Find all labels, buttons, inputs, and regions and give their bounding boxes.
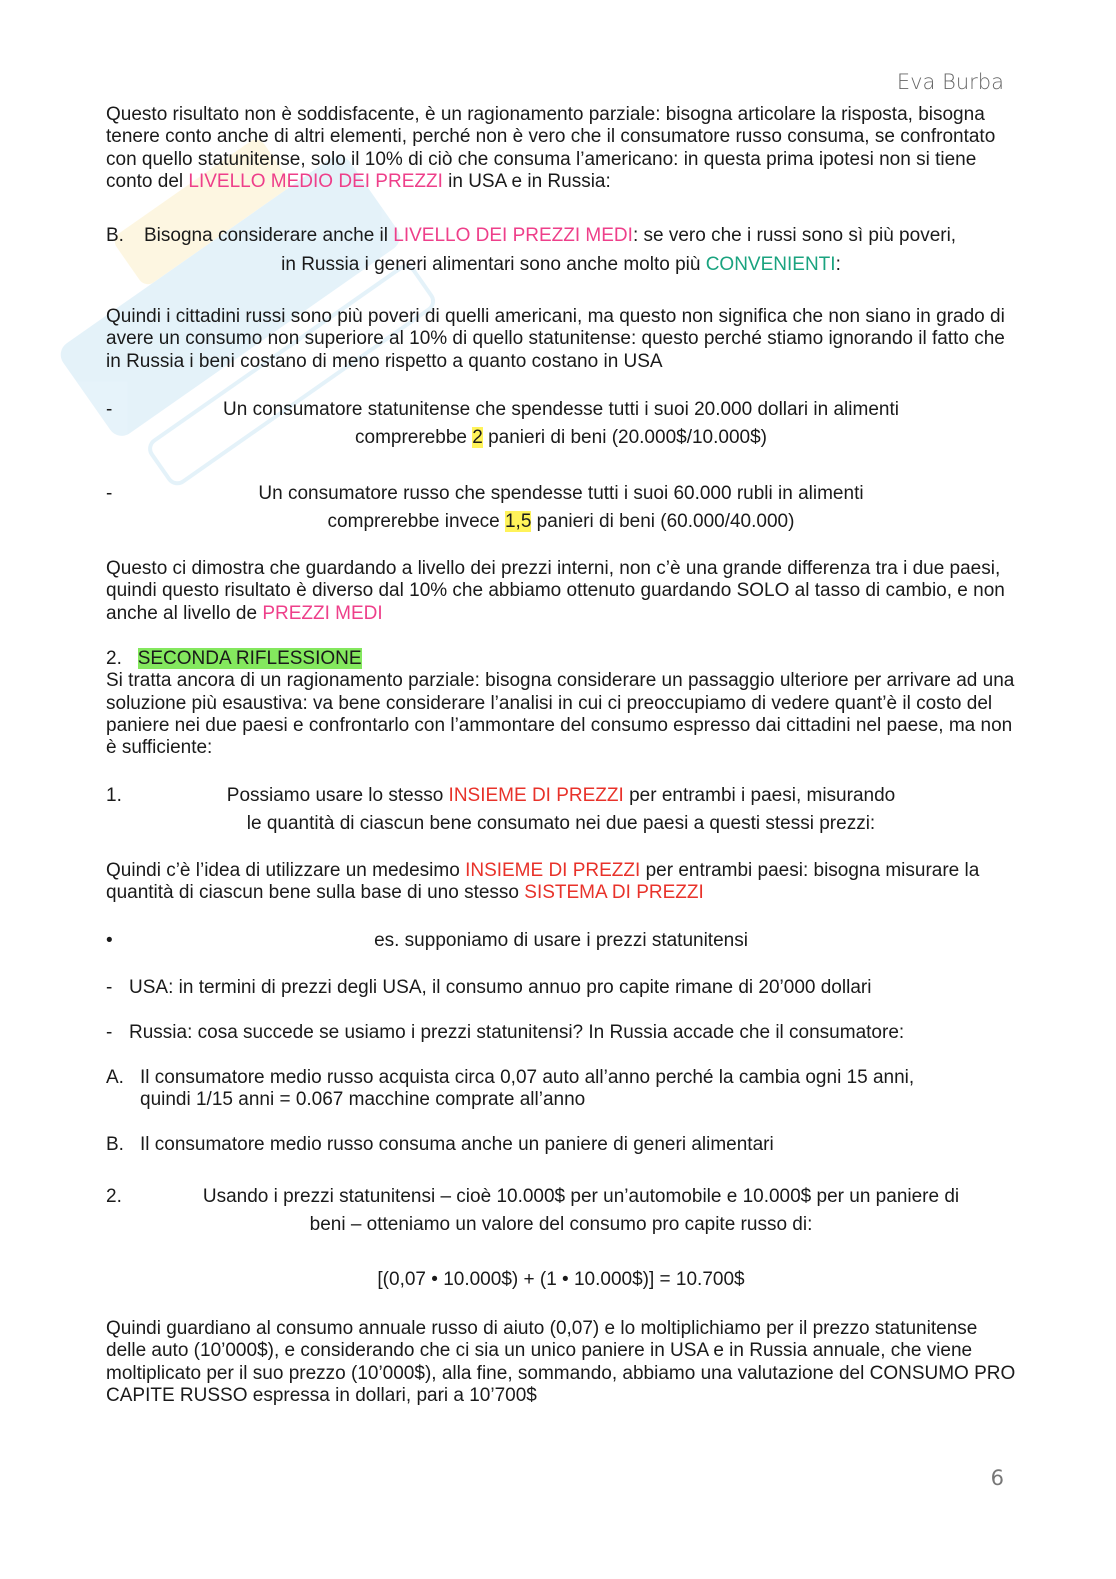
- paragraph-dimostra: Questo ci dimostra che guardando a livello dei prezzi interni, non c’è una grande differenza tra i due paesi, quindi questo risultato è diverso dal 10% che abbiamo ottenuto guardando SOLO al tasso di cambio, e non anche al livello de PREZZI MEDI: [106, 558, 1005, 624]
- paragraph-conclusione: Quindi guardiano al consumo annuale russo di aiuto (0,07) e lo moltiplichiamo per il prezzo statunitense delle auto (10’000$), e considerando che ci sia un unico paniere in USA e in Russia annuale, che viene moltiplicato per il suo prezzo (10’000$), alla fine, sommando, abbiamo una valutazione del CONSUMO PRO CAPITE RUSSO espressa in dollari, pari a 10’700$: [106, 1318, 1016, 1406]
- list-marker: B.: [106, 225, 124, 246]
- list-item-2-text: Usando i prezzi statunitensi – cioè 10.000$ per un’automobile e 10.000$ per un paniere di beni – otteniamo un valore del consumo pro capite russo di:: [202, 1186, 960, 1235]
- section-title: SECONDA RIFLESSIONE: [137, 648, 362, 669]
- paragraph-poveri: Quindi i cittadini russi sono più poveri di quelli americani, ma questo non significa che non siano in grado di avere un consumo non superiore al 10% di quello statunitense: questo perché stiamo ignorando il fatto che in Russia i beni costano di meno rispetto a quanto costano in USA: [106, 306, 1005, 372]
- document-page: Eva Burba Questo risultato non è soddisfacente, è un ragionamento parziale: bisogna articolare la risposta, bisogna tenere conto anche di altri elementi, perché non è vero che il consumatore russo consuma, se confrontato con quello statunitense, solo il 10% di ciò che consuma l’americano: in questa prima ipotesi non si tiene conto del LIVELLO MEDIO DEI PREZZI in USA e in Russia: B. Bisogna considerare anche il LIVELLO DEI PREZZI MEDI: se vero che i russi sono sì più poveri, in Russia i generi alimentari sono anche molto più CONVENIENTI: Quindi i cittadini russi sono più poveri di quelli americani, ma questo non significa che non siano in grado di avere un consumo non superiore al 10% di quello statunitense: questo perché stiamo ignorando il fatto che in Russia i beni costano di meno rispetto a quanto costano in USA - Un consumatore statunitense che spendesse tutti i suoi 20.000 dollari in alimenti comprerebbe 2 panieri di beni (20.000$/10.000$) - Un consumatore russo che spendesse tutti i suoi 60.000 rubli in alimenti comprerebbe invece 1,5 panieri di beni (60.000/40.000) Questo ci dimostra che guardando a livello dei prezzi interni, non c’è una grande differenza tra i due paesi, quindi questo risultato è diverso dal 10% che abbiamo ottenuto guardando SOLO al tasso di cambio, e non anche al livello de PREZZI MEDI 2. SECONDA RIFLESSIONE Si tratta ancora di un ragionamento parziale: bisogna considerare un passaggio ulteriore per arrivare ad una soluzione più esaustiva: va bene considerare l’analisi in cui ci preoccupiamo di vedere quant’è il costo del paniere nei due paesi e confrontarlo con l’ammontare del consumo espresso dai cittadini nel paese, ma non è sufficiente: 1. Possiamo usare lo stesso INSIEME DI PREZZI per entrambi i paesi, misurando le quantità di ciascun bene consumato nei due paesi a questi stessi prezzi: Quindi c’è l’idea di utilizzare un medesimo INSIEME DI PREZZI per entrambi paesi: bisogna misurare la quantità di ciascun bene sulla base di uno stesso SISTEMA DI PREZZI • es. supponiamo di usare i prezzi statunitensi - USA: in termini di prezzi degli USA, il consumo annuo pro capite rimane di 20’000 dollari - Russia: cosa succede se usiamo i prezzi statunitensi? In Russia accade che il consumatore: A. Il consumatore medio russo acquista circa 0,07 auto all’anno perché la cambia ogni 15 anni, quindi 1/15 anni = 0.067 macchine comprate all’anno B. Il consumatore medio russo consuma anche un paniere di generi alimentari 2. Usando i prezzi statunitensi – cioè 10.000$ per un’automobile e 10.000$ per un paniere di beni – otteniamo un valore del consumo pro capite russo di: [(0,07 • 10.000$) + (1 • 10.000$)] = 10.700$ Quindi guardiano al consumo annuale russo di aiuto (0,07) e lo moltiplichiamo per il prezzo statunitense delle auto (10’000$), e considerando che ci sia un unico paniere in USA e in Russia annuale, che viene moltiplicato per il suo prezzo (10’000$), alla fine, sommando, abbiamo una valutazione del CONSUMO PRO CAPITE RUSSO espressa in dollari, pari a 10’700$ 6: [0, 0, 1116, 1579]
- highlight-livello-prezzi: LIVELLO DEI PREZZI MEDI: [393, 225, 633, 246]
- section-number: 2.: [106, 648, 122, 669]
- dash-item-usa-text: Un consumatore statunitense che spendesse tutti i suoi 20.000 dollari in alimenti comprerebbe 2 panieri di beni (20.000$/10.000$): [223, 399, 899, 448]
- highlight-convenienti: CONVENIENTI: [705, 254, 836, 275]
- highlight-value-2: 2: [472, 427, 483, 448]
- highlight-value-1-5: 1,5: [504, 511, 532, 532]
- highlight-sistema-prezzi: SISTEMA DI PREZZI: [524, 882, 704, 904]
- list-item-1-text: Possiamo usare lo stesso INSIEME DI PREZZI per entrambi i paesi, misurando le quantità di ciascun bene consumato nei due paesi a questi stessi prezzi:: [226, 785, 896, 834]
- list-item-b-continuation: in Russia i generi alimentari sono anche molto più CONVENIENTI:: [281, 254, 841, 275]
- paragraph-intro: Questo risultato non è soddisfacente, è un ragionamento parziale: bisogna articolare la risposta, bisogna tenere conto anche di altri elementi, perché non è vero che il consumatore russo consuma, se confrontato con quello statunitense, solo il 10% di ciò che consuma l’americano: in questa prima ipotesi non si tiene conto del LIVELLO MEDIO DEI PREZZI in USA e in Russia:: [106, 104, 996, 192]
- page-number: 6: [990, 1466, 1004, 1490]
- highlight-prezzi-medi: PREZZI MEDI: [262, 602, 383, 624]
- highlight-livello-medio: LIVELLO MEDIO DEI PREZZI: [188, 170, 443, 192]
- header-author: Eva Burba: [896, 70, 1004, 94]
- formula: [(0,07 • 10.000$) + (1 • 10.000$)] = 10.700$: [377, 1269, 745, 1290]
- bullet-item-text: es. supponiamo di usare i prezzi statunitensi: [374, 930, 748, 951]
- paragraph-medesimo: Quindi c’è l’idea di utilizzare un medesimo INSIEME DI PREZZI per entrambi paesi: bisogna misurare la quantità di ciascun bene sulla base di uno stesso SISTEMA DI PREZZI: [106, 860, 980, 904]
- section-seconda-riflessione: [106, 648, 1016, 759]
- highlight-insieme-prezzi-2: INSIEME DI PREZZI: [465, 860, 641, 881]
- section-body: Si tratta ancora di un ragionamento parziale: bisogna considerare un passaggio ulteriore per arrivare ad una soluzione più esaustiva: va bene considerare l’analisi in cui ci preoccupiamo di vedere quant’è il costo del paniere nei due paesi e confrontarlo con l’ammontare del consumo espresso dai cittadini nel paese, ma non è sufficiente:: [106, 670, 1015, 759]
- dash-item-russian-text: Un consumatore russo che spendesse tutti i suoi 60.000 rubli in alimenti comprerebbe invece 1,5 panieri di beni (60.000/40.000): [258, 483, 864, 532]
- highlight-insieme-prezzi: INSIEME DI PREZZI: [448, 785, 624, 806]
